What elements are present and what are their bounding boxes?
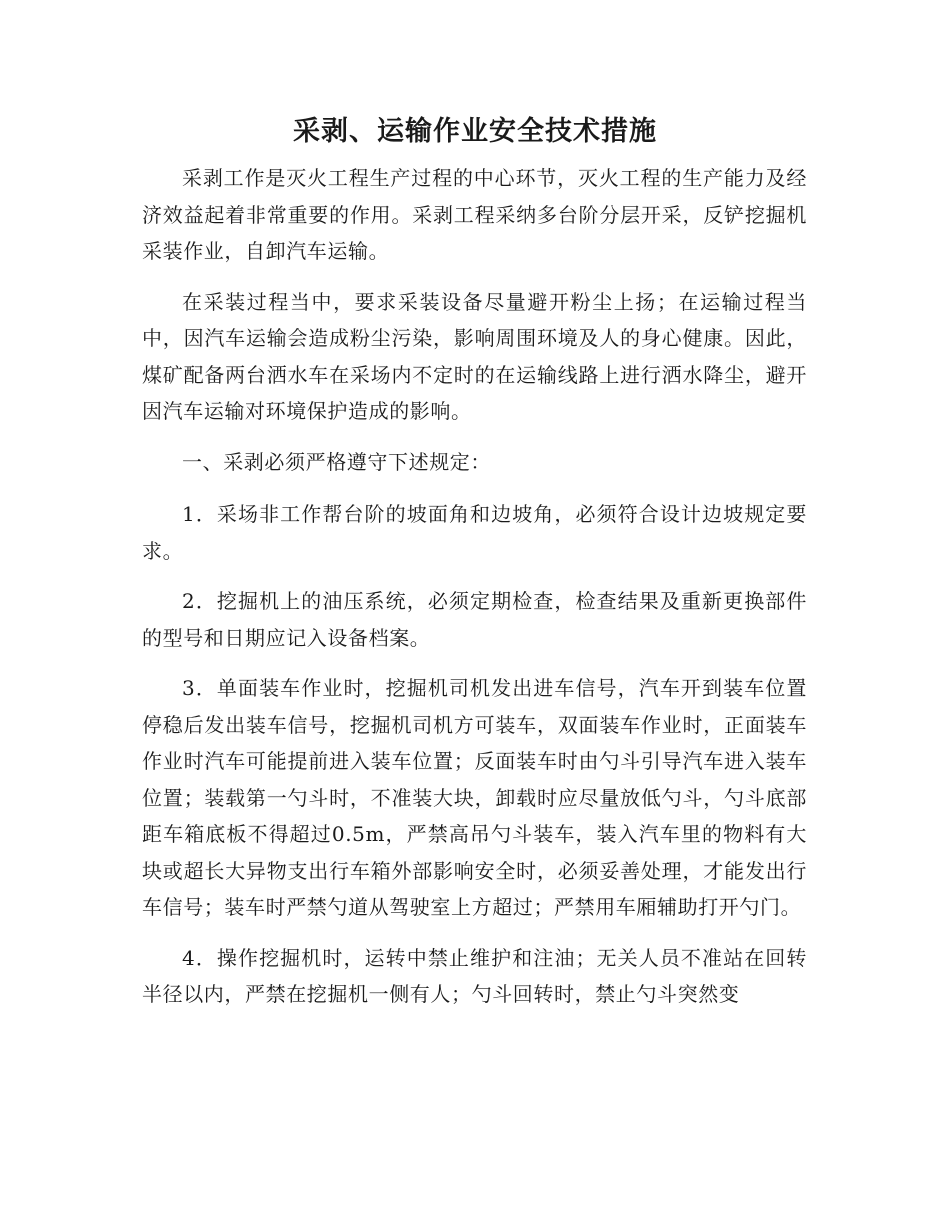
section-heading-stripping-rules: 一、采剥必须严格遵守下述规定： (182, 449, 491, 474)
paragraph-intro: 采剥工作是灭火工程生产过程的中心环节，灭火工程的生产能力及经济效益起着非常重要的作用。采剥工程采纳多台阶分层开采，反铲挖掘机采装作业，自卸汽车运输。 (142, 166, 807, 263)
paragraph-dust-control: 在采装过程当中，要求采装设备尽量避开粉尘上扬；在运输过程当中，因汽车运输会造成粉尘污染，影响周围环境及人的身心健康。因此，煤矿配备两台洒水车在采场内不定时的在运输线路上进行洒水降尘，避开因汽车运输对环境保护造成的影响。 (142, 289, 807, 423)
document-title: 采剥、运输作业安全技术措施 (293, 116, 657, 147)
rule-item-3: 3．单面装车作业时，挖掘机司机发出进车信号，汽车开到装车位置停稳后发出装车信号，挖掘机司机方可装车，双面装车作业时，正面装车作业时汽车可能提前进入装车位置；反面装车时由勺斗引导汽车进入装车位置；装载第一勺斗时，不准装大块，卸载时应尽量放低勺斗，勺斗底部距车箱底板不得超过0.5m，严禁高吊勺斗装车，装入汽车里的物料有大块或超长大异物支出行车箱外部影响安全时，必须妥善处理，才能发出行车信号；装车时严禁勺道从驾驶室上方超过；严禁用车厢辅助打开勺门。 (142, 676, 807, 919)
rule-item-1: 1．采场非工作帮台阶的坡面角和边坡角，必须符合设计边坡规定要求。 (142, 502, 807, 563)
rule-item-2: 2．挖掘机上的油压系统，必须定期检查，检查结果及重新更换部件的型号和日期应记入设备档案。 (142, 589, 807, 650)
document-body (142, 160, 807, 1027)
rule-item-4: 4．操作挖掘机时，运转中禁止维护和注油；无关人员不准站在回转半径以内，严禁在挖掘机一侧有人；勺斗回转时，禁止勺斗突然变 (142, 945, 807, 1006)
